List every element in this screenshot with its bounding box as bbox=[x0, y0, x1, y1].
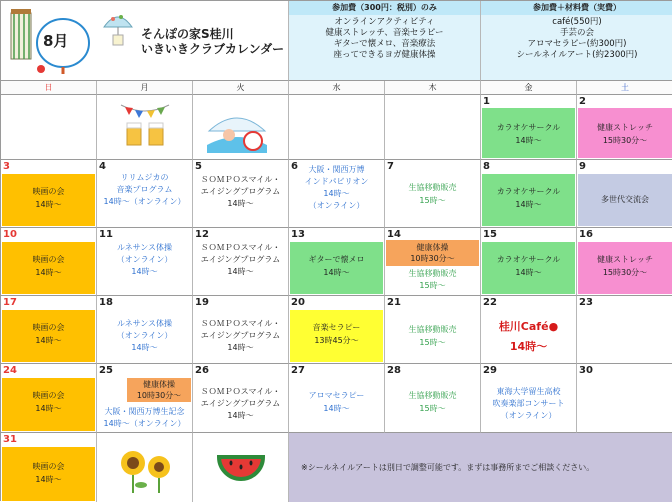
day-number: 14 bbox=[387, 229, 401, 240]
day-cell[interactable] bbox=[385, 296, 481, 364]
day-number: 17 bbox=[3, 297, 17, 308]
online-line-1: オンラインアクティビティ bbox=[334, 17, 435, 27]
event-title: ルネサンス体操 bbox=[116, 243, 173, 252]
day-number: 28 bbox=[387, 365, 401, 376]
event-subtitle: 音楽プログラム bbox=[116, 185, 173, 194]
event-note: （オンライン） bbox=[116, 255, 173, 264]
day-cell[interactable] bbox=[481, 95, 577, 160]
event-title: 生協移動販売 bbox=[408, 325, 457, 334]
event-stretch[interactable] bbox=[578, 242, 672, 294]
event-title: 多世代交流会 bbox=[601, 195, 649, 204]
event-title: カラオケサークル bbox=[496, 123, 561, 132]
day-number: 4 bbox=[99, 161, 106, 172]
event-time: 14時～ bbox=[131, 267, 158, 276]
event-note: （オンライン） bbox=[308, 201, 365, 210]
event-subtitle: 吹奏楽部コンサート bbox=[492, 399, 565, 408]
day-cell[interactable] bbox=[97, 364, 193, 433]
day-number: 8 bbox=[483, 161, 490, 172]
day-cell[interactable] bbox=[1, 433, 97, 502]
online-activity-fees bbox=[289, 1, 481, 81]
day-cell[interactable] bbox=[97, 296, 193, 364]
event-time: 14時～ bbox=[323, 189, 350, 198]
day-cell[interactable] bbox=[577, 160, 672, 228]
event-title: 生協移動販売 bbox=[408, 391, 457, 400]
event-time: 14時～ bbox=[227, 411, 254, 420]
day-cell[interactable] bbox=[385, 228, 481, 296]
day-number: 26 bbox=[195, 365, 209, 376]
event-time: 14時～ bbox=[509, 340, 548, 353]
day-cell[interactable] bbox=[481, 160, 577, 228]
day-number: 11 bbox=[99, 229, 113, 240]
event-movie[interactable] bbox=[2, 447, 95, 501]
day-number: 27 bbox=[291, 365, 305, 376]
event-title: 映画の会 bbox=[32, 462, 65, 471]
watermelon-icon bbox=[217, 447, 265, 485]
day-cell[interactable] bbox=[481, 296, 577, 364]
paid-line-3: アロマセラピー(約300円) bbox=[527, 39, 627, 49]
day-number: 20 bbox=[291, 297, 305, 308]
event-title: 大阪・関西万博 bbox=[308, 165, 365, 174]
event-title: 健康ストレッチ bbox=[597, 123, 653, 132]
event-subtitle: エイジングプログラム bbox=[200, 187, 281, 196]
day-number: 6 bbox=[291, 161, 298, 172]
apple-icon: ● bbox=[548, 320, 559, 333]
day-number: 13 bbox=[291, 229, 305, 240]
event-title: ＳＯＭＰＯスマイル・ bbox=[200, 387, 281, 396]
paid-line-1: café(550円) bbox=[552, 17, 602, 27]
event-time: 14時～ bbox=[35, 475, 62, 484]
day-cell-empty bbox=[97, 95, 193, 160]
day-cell[interactable] bbox=[289, 228, 385, 296]
day-number: 29 bbox=[483, 365, 497, 376]
online-line-4: 座ってできるヨガ健康体操 bbox=[333, 50, 436, 60]
online-fee-heading: 参加費（300円：税別）のみ bbox=[289, 1, 480, 15]
event-title: ＳＯＭＰＯスマイル・ bbox=[200, 319, 281, 328]
event-time: 15時～ bbox=[419, 281, 446, 290]
day-number: 19 bbox=[195, 297, 209, 308]
event-movie[interactable] bbox=[2, 174, 95, 226]
event-subtitle: インドパビリオン bbox=[304, 177, 369, 186]
title-line-2: いきいきクラブカレンダー bbox=[141, 42, 285, 56]
day-cell[interactable] bbox=[1, 296, 97, 364]
event-time: 14時～ bbox=[227, 199, 254, 208]
weekday-sun: 日 bbox=[1, 81, 97, 95]
title-line-1: そんぽの家S桂川 bbox=[141, 27, 234, 41]
event-time: 14時～（オンライン） bbox=[103, 419, 186, 428]
event-time: 14時～ bbox=[35, 336, 62, 345]
day-number: 30 bbox=[579, 365, 593, 376]
event-movie[interactable] bbox=[2, 242, 95, 294]
nail-art-note: ※シールネイルアートは別日で調整可能です。まずは事務所までご相談ください。 bbox=[301, 463, 595, 472]
weekday-thu: 木 bbox=[385, 81, 481, 95]
event-subtitle: エイジングプログラム bbox=[200, 255, 281, 264]
day-cell[interactable] bbox=[577, 95, 672, 160]
day-number: 16 bbox=[579, 229, 593, 240]
event-time: 14時～ bbox=[35, 200, 62, 209]
event-subtitle: エイジングプログラム bbox=[200, 331, 281, 340]
event-time: 15時～ bbox=[419, 196, 446, 205]
paid-fee-heading: 参加費＋材料費（実費） bbox=[481, 1, 672, 15]
online-line-3: ギターで懐メロ、音楽療法 bbox=[333, 39, 436, 49]
day-cell-empty bbox=[97, 433, 193, 502]
paid-line-2: 手芸の会 bbox=[559, 28, 594, 38]
day-number: 24 bbox=[3, 365, 17, 376]
day-number: 1 bbox=[483, 96, 490, 107]
day-cell[interactable] bbox=[289, 160, 385, 228]
event-health-exercise[interactable] bbox=[127, 378, 191, 402]
day-cell[interactable] bbox=[97, 160, 193, 228]
day-cell[interactable] bbox=[577, 364, 672, 433]
day-cell[interactable] bbox=[1, 228, 97, 296]
event-title: 音楽セラピー bbox=[312, 323, 361, 332]
event-time: 10時30分～ bbox=[136, 391, 182, 400]
weekday-wed: 水 bbox=[289, 81, 385, 95]
event-title: リリムジカの bbox=[120, 173, 169, 182]
day-number: 21 bbox=[387, 297, 401, 308]
event-time: 15時～ bbox=[419, 338, 446, 347]
event-stretch[interactable] bbox=[578, 108, 672, 158]
event-time: 15時30分～ bbox=[602, 136, 648, 145]
event-time: 13時45分～ bbox=[314, 336, 359, 345]
paid-activity-list bbox=[481, 17, 672, 61]
event-time: 14時～ bbox=[35, 268, 62, 277]
event-time: 14時～ bbox=[227, 267, 254, 276]
month-label: 8月 bbox=[43, 32, 69, 50]
event-exchange[interactable] bbox=[578, 174, 672, 226]
weekday-mon: 月 bbox=[97, 81, 193, 95]
day-number: 10 bbox=[3, 229, 17, 240]
event-note: （オンライン） bbox=[500, 411, 557, 420]
beer-toast-icon bbox=[119, 97, 171, 155]
event-karaoke[interactable] bbox=[482, 174, 575, 226]
event-time: 10時30分～ bbox=[410, 254, 455, 263]
day-number: 22 bbox=[483, 297, 497, 308]
event-title: 映画の会 bbox=[32, 323, 65, 332]
event-time: 14時～ bbox=[323, 268, 350, 277]
event-title: 映画の会 bbox=[32, 187, 65, 196]
weekday-tue: 火 bbox=[193, 81, 289, 95]
day-cell[interactable] bbox=[481, 364, 577, 433]
event-title: カラオケサークル bbox=[496, 255, 561, 264]
day-cell[interactable] bbox=[1, 364, 97, 433]
day-number: 31 bbox=[3, 434, 17, 445]
event-title: 映画の会 bbox=[32, 391, 65, 400]
event-title: ＳＯＭＰＯスマイル・ bbox=[200, 175, 281, 184]
event-title: ギターで懐メロ bbox=[308, 255, 365, 264]
day-cell[interactable] bbox=[385, 160, 481, 228]
day-cell-empty bbox=[289, 95, 385, 160]
event-time: 14時～ bbox=[35, 404, 62, 413]
day-cell-empty bbox=[193, 95, 289, 160]
event-title: 映画の会 bbox=[32, 255, 65, 264]
day-cell[interactable] bbox=[577, 228, 672, 296]
day-cell[interactable] bbox=[193, 160, 289, 228]
calendar-title-area bbox=[1, 1, 289, 81]
event-time: 14時～ bbox=[515, 268, 542, 277]
event-title: 健康体操 bbox=[143, 380, 175, 389]
day-cell[interactable] bbox=[289, 364, 385, 433]
day-number: 18 bbox=[99, 297, 113, 308]
event-time: 14時～ bbox=[227, 343, 254, 352]
wind-chime-icon bbox=[99, 5, 137, 47]
event-karaoke[interactable] bbox=[482, 108, 575, 158]
day-number: 23 bbox=[579, 297, 593, 308]
event-title: 生協移動販売 bbox=[408, 183, 457, 192]
day-cell-empty bbox=[385, 95, 481, 160]
paid-activity-fees bbox=[481, 1, 672, 81]
day-number: 7 bbox=[387, 161, 394, 172]
event-karaoke[interactable] bbox=[482, 242, 575, 294]
day-number: 5 bbox=[195, 161, 202, 172]
event-time: 14時～ bbox=[323, 404, 350, 413]
event-music-therapy[interactable] bbox=[290, 310, 383, 362]
event-title: ルネサンス体操 bbox=[116, 319, 173, 328]
day-cell[interactable] bbox=[1, 160, 97, 228]
day-cell[interactable] bbox=[289, 296, 385, 364]
weekday-sat: 土 bbox=[577, 81, 672, 95]
event-title: 健康ストレッチ bbox=[597, 255, 653, 264]
event-title: ＳＯＭＰＯスマイル・ bbox=[200, 243, 281, 252]
day-cell[interactable] bbox=[97, 228, 193, 296]
event-time: 14時～ bbox=[515, 136, 542, 145]
event-title: 東海大学留生高校 bbox=[496, 387, 561, 396]
event-time: 14時～（オンライン） bbox=[103, 197, 186, 206]
event-time: 15時～ bbox=[419, 404, 446, 413]
beach-ball-icon bbox=[201, 101, 273, 155]
event-title: アロマセラピー bbox=[308, 391, 365, 400]
event-title: カラオケサークル bbox=[496, 187, 561, 196]
day-number: 9 bbox=[579, 161, 586, 172]
day-cell[interactable] bbox=[193, 296, 289, 364]
event-movie[interactable] bbox=[2, 310, 95, 362]
cafe-label: 桂川Café bbox=[498, 320, 549, 333]
day-cell-empty bbox=[1, 95, 97, 160]
day-cell[interactable] bbox=[577, 296, 672, 364]
event-movie[interactable] bbox=[2, 378, 95, 431]
event-time: 15時30分～ bbox=[602, 268, 648, 277]
club-title bbox=[141, 27, 284, 57]
event-title bbox=[482, 320, 575, 334]
day-cell[interactable] bbox=[193, 364, 289, 433]
event-health-exercise[interactable] bbox=[386, 240, 479, 266]
paid-line-4: シールネイルアート(約2300円) bbox=[516, 50, 638, 60]
event-title: 健康体操 bbox=[416, 243, 449, 252]
day-number: 3 bbox=[3, 161, 10, 172]
day-cell-empty bbox=[193, 433, 289, 502]
weekday-fri: 金 bbox=[481, 81, 577, 95]
day-cell[interactable] bbox=[193, 228, 289, 296]
day-number: 15 bbox=[483, 229, 497, 240]
event-time: 14時～ bbox=[131, 343, 158, 352]
day-cell[interactable] bbox=[481, 228, 577, 296]
online-activity-list bbox=[289, 17, 480, 61]
event-note: （オンライン） bbox=[116, 331, 173, 340]
online-line-2: 健康ストレッチ、音楽セラピー bbox=[325, 28, 444, 38]
event-time: 14時～ bbox=[515, 200, 542, 209]
event-subtitle: エイジングプログラム bbox=[200, 399, 281, 408]
day-number: 2 bbox=[579, 96, 586, 107]
sunflower-icon bbox=[115, 443, 177, 495]
day-number: 12 bbox=[195, 229, 209, 240]
day-cell[interactable] bbox=[385, 364, 481, 433]
event-guitar[interactable] bbox=[290, 242, 383, 294]
day-number: 25 bbox=[99, 365, 113, 376]
event-title: 生協移動販売 bbox=[408, 269, 457, 278]
event-subtitle: 大阪・関西万博生記念 bbox=[104, 407, 185, 416]
